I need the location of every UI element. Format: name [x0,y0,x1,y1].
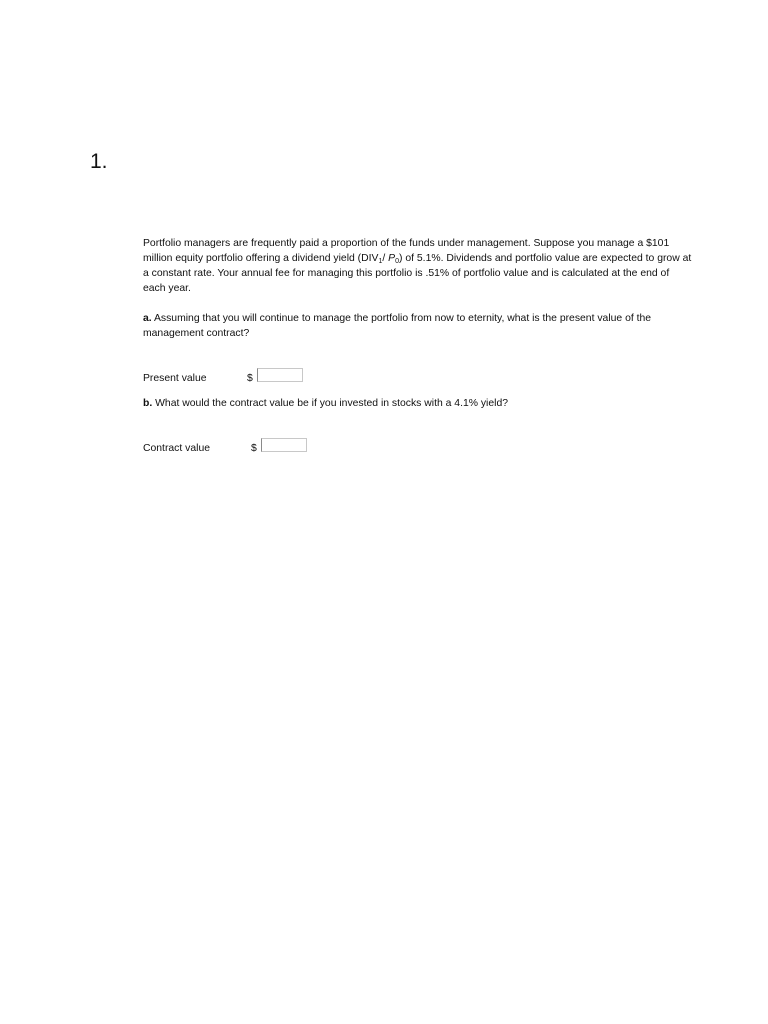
part-a-text: Assuming that you will continue to manage the portfolio from now to eternity, what is the present value of the management contract? [143,313,652,339]
part-b-text: What would the contract value be if you invested in stocks with a 4.1% yield? [152,398,509,409]
dollar-sign: $ [251,443,257,454]
part-a-label: a. [143,313,152,324]
part-a-prompt [143,311,693,341]
present-value-label: Present value [143,373,207,384]
p-letter: P [388,253,396,264]
question-intro [143,236,693,296]
present-value-row [143,368,693,388]
contract-value-label: Contract value [143,443,210,454]
intro-text-1: Portfolio managers are frequently paid a proportion of the funds under management. Suppose you manage a $101 million equity portfolio offering a dividend yield (DIV [143,238,670,264]
dollar-sign: $ [247,373,253,384]
part-b-label: b. [143,398,153,409]
p-subscript: 0 [395,258,399,265]
intro-text-2: ) of 5.1%. Dividends and portfolio value are expected to grow at a constant rate. Your annual fee for managing this portfolio is .51% of portfolio value and is calculated at the end of each year. [143,253,692,294]
question-number: 1. [90,150,108,173]
contract-value-input[interactable] [261,438,307,452]
slash-text: / [382,253,389,264]
contract-value-row [143,438,693,458]
question-body [143,236,693,458]
present-value-input[interactable] [257,368,303,382]
part-b-prompt [143,396,693,411]
div-subscript: 1 [378,258,383,265]
